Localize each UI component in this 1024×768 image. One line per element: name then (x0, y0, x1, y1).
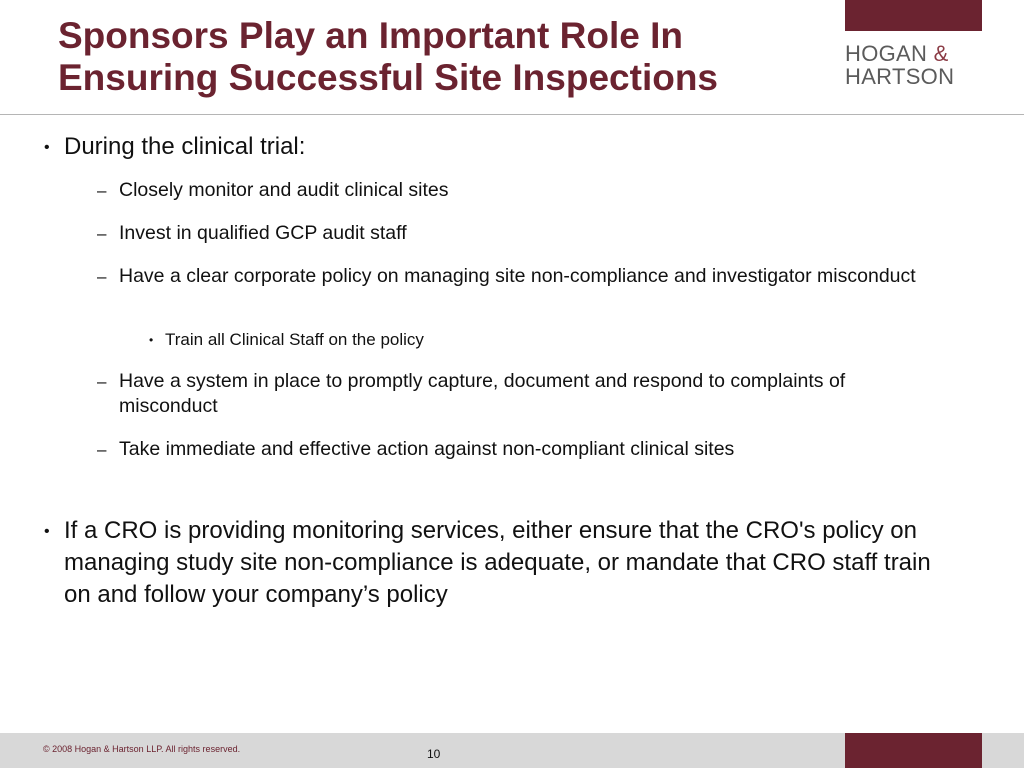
sub-sub-bullet-train (149, 329, 925, 351)
bullet-text: If a CRO is providing monitoring services, either ensure that the CRO's policy on managing study site non-compliance is adequate, or mandate that CRO staff train on and follow your company’s policy (64, 517, 931, 608)
sub-bullet-text: Have a system in place to promptly capture, document and respond to complaints of misconduct (119, 370, 846, 417)
dash-marker: – (97, 224, 107, 243)
footer-copyright: © 2008 Hogan & Hartson LLP. All rights reserved. (43, 744, 241, 754)
sub-bullet-policy (97, 264, 949, 289)
title-line-2: Ensuring Successful Site Inspections (58, 57, 719, 98)
bullet-marker: • (44, 139, 50, 156)
dash-marker: – (97, 267, 107, 286)
logo-word-hartson: HARTSON (845, 64, 955, 89)
bullet-cro (44, 515, 964, 611)
page-number: 10 (427, 747, 441, 761)
bullet-marker: • (44, 523, 50, 540)
small-bullet-marker: • (149, 333, 154, 347)
hogan-hartson-logo (845, 42, 995, 88)
sub-bullet-monitor (97, 178, 949, 203)
footer-bar (0, 733, 1024, 768)
slide-title (58, 15, 818, 99)
sub-bullet-invest (97, 221, 949, 246)
sub-bullet-text: Take immediate and effective action against non-compliant clinical sites (119, 438, 735, 460)
brand-top-bar (845, 0, 982, 31)
sub-bullet-system (97, 369, 949, 419)
brand-footer-block (845, 733, 982, 768)
logo-ampersand: & (933, 41, 949, 66)
logo-word-hogan: HOGAN (845, 41, 928, 66)
sub-bullet-text: Have a clear corporate policy on managing site non-compliance and investigator misconduct (119, 265, 916, 287)
bullet-during-trial (44, 131, 964, 163)
sub-bullet-text: Invest in qualified GCP audit staff (119, 222, 407, 244)
dash-marker: – (97, 181, 107, 200)
title-divider (0, 114, 1024, 115)
bullet-text: During the clinical trial: (64, 133, 306, 160)
dash-marker: – (97, 372, 107, 391)
sub-bullet-text: Closely monitor and audit clinical sites (119, 179, 449, 201)
sub-sub-bullet-text: Train all Clinical Staff on the policy (165, 330, 424, 349)
sub-bullet-action (97, 437, 949, 462)
logo-line-1 (845, 42, 995, 65)
title-line-1: Sponsors Play an Important Role In (58, 15, 683, 56)
dash-marker: – (97, 440, 107, 459)
